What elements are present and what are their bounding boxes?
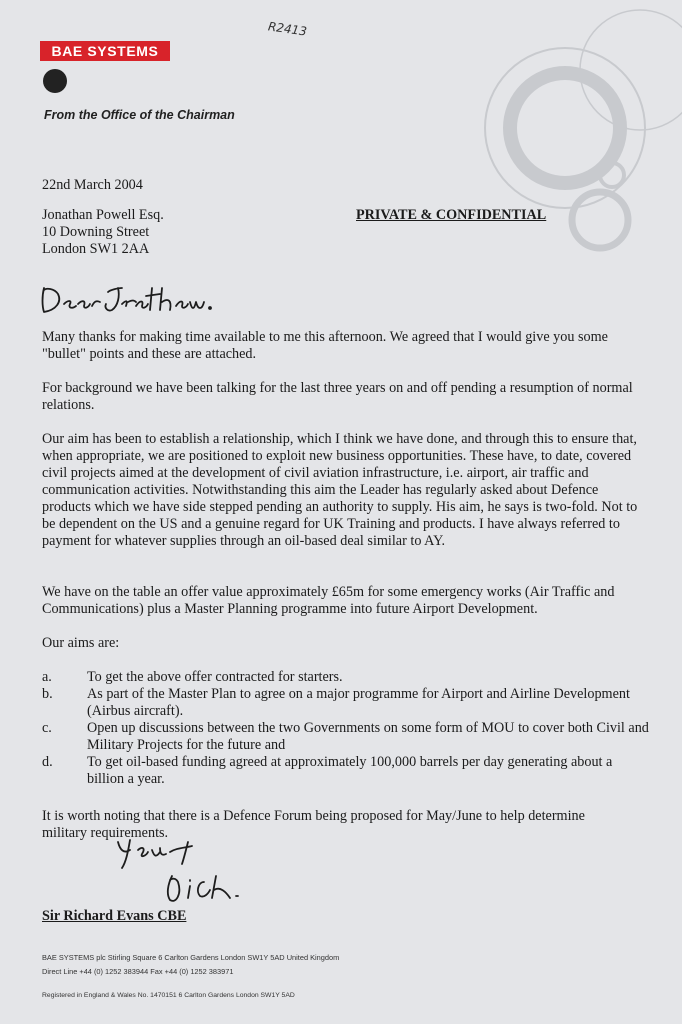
footer-contact: Direct Line +44 (0) 1252 383944 Fax +44 (0) 1252 383971	[42, 967, 234, 976]
list-item-letter: a.	[42, 669, 52, 685]
handwritten-salutation-image	[38, 282, 268, 318]
closing-paragraph: It is worth noting that there is a Defence Forum being proposed for May/June to help determine military requirements.	[42, 808, 585, 841]
address-line: London SW1 2AA	[42, 241, 150, 257]
confidential-marking: PRIVATE & CONFIDENTIAL	[356, 207, 547, 223]
body-paragraph: We have on the table an offer value approximately £65m for some emergency works (Air Traffic and Communications) plus a Master Planning programme into future Airport Development.	[42, 584, 615, 617]
recipient-address	[42, 207, 164, 258]
body-paragraph: Many thanks for making time available to me this afternoon. We agreed that I would give you some "bullet" points and these are attached.	[42, 329, 608, 362]
body-paragraph: For background we have been talking for the last three years on and off pending a resumption of normal relations.	[42, 380, 633, 413]
company-logo: BAE SYSTEMS	[40, 41, 170, 61]
punch-hole-mark	[43, 69, 67, 93]
address-line: Jonathan Powell Esq.	[42, 207, 164, 223]
list-item-letter: b.	[42, 686, 53, 702]
list-item-text: Open up discussions between the two Governments on some form of MOU to cover both Civil and Military Projects for the future and	[87, 720, 649, 753]
list-item-text: To get oil-based funding agreed at approximately 100,000 barrels per day generating about a billion a year.	[87, 754, 613, 787]
footer-address: BAE SYSTEMS plc Stirling Square 6 Carlton Gardens London SW1Y 5AD United Kingdom	[42, 953, 340, 962]
signatory-name: Sir Richard Evans CBE	[42, 908, 187, 924]
list-item-text: As part of the Master Plan to agree on a major programme for Airport and Airline Development (Airbus aircraft).	[87, 686, 630, 719]
office-heading: From the Office of the Chairman	[44, 108, 235, 122]
footer-registration: Registered in England & Wales No. 1470151 6 Carlton Gardens London SW1Y 5AD	[42, 992, 295, 999]
aims-list	[42, 669, 652, 799]
handwritten-reference: R2413	[267, 19, 308, 39]
letter-date: 22nd March 2004	[42, 177, 143, 193]
handwritten-signature-image	[112, 836, 272, 908]
list-item-letter: d.	[42, 754, 53, 770]
list-item-letter: c.	[42, 720, 52, 736]
address-line: 10 Downing Street	[42, 224, 150, 240]
body-paragraph: Our aims are:	[42, 635, 120, 651]
list-item-text: To get the above offer contracted for starters.	[87, 669, 343, 685]
body-paragraph: Our aim has been to establish a relationship, which I think we have done, and through this to ensure that, when appropriate, we are positioned to exploit new business opportunities. These have, to date, covered civil projects aimed at the development of civil aviation infrastructure, i.e. airport, air traffic and communication activities. Notwithstanding this aim the Leader has regularly asked about Defence products which we have side stepped pending an authority to supply. His aim, he says is two-fold. Not to be dependent on the US and a genuine regard for UK Training and products. I have always referred to payment for whatever supplies through an oil-based deal similar to AY.	[42, 431, 638, 549]
